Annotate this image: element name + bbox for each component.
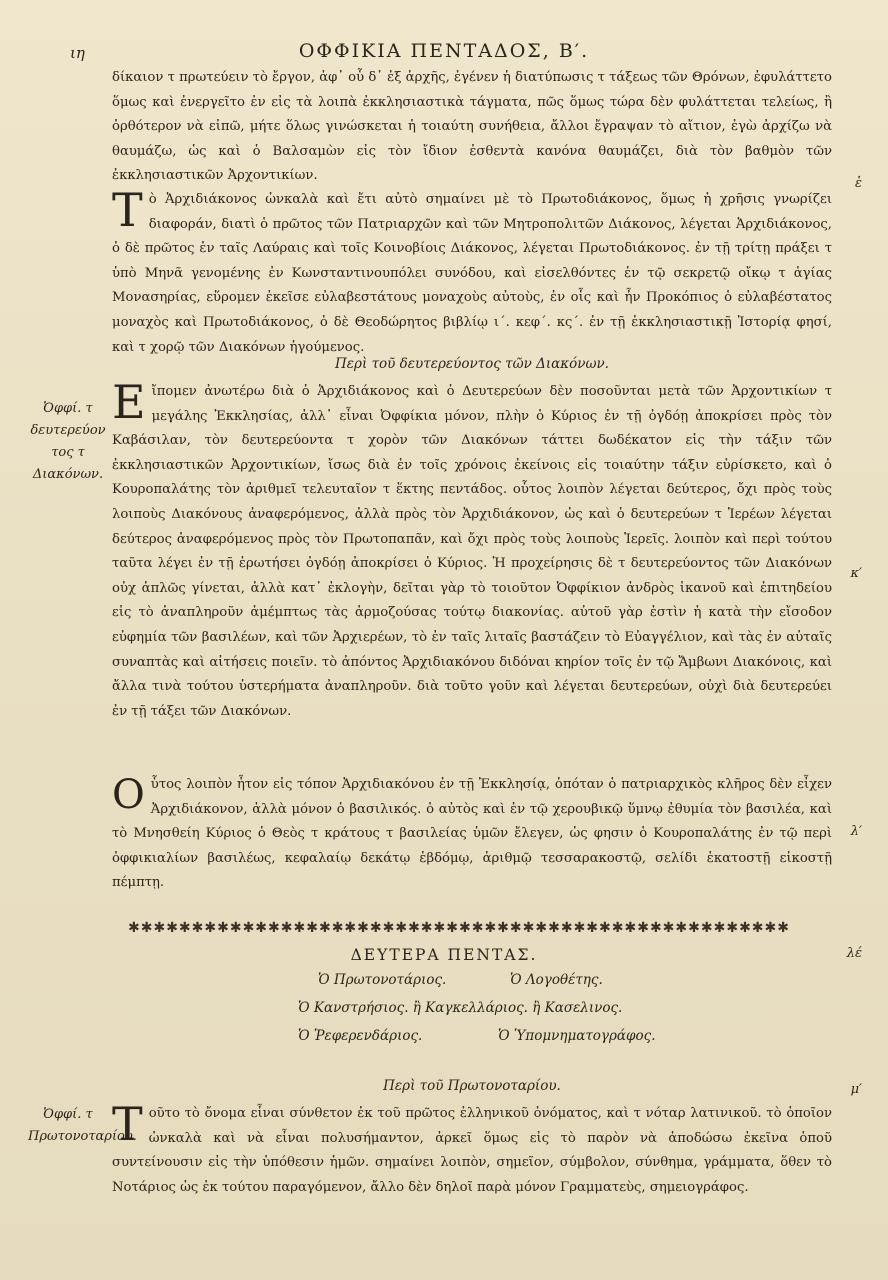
paragraph-protonotarios-text: οῦτο τὸ ὄνομα εἶναι σύνθετον ἐκ τοῦ πρῶτος ἑλληνικοῦ ὀνόματος, καὶ τ νόταρ λατινικοῦ. τὸ ὁποῖον ὠνκαλὰ καὶ νὰ εἶναι πολυσήμαντον, ἀρκεῖ ὅμως εἰς τὸ παρὸν νὰ ἀποδώσω ἐκεῖνα ὁποῦ συντείνουσιν εἰς τὴν ὑπόθεσιν ἡμῶν. σημαίνει λοιπὸν, σημεῖον, σύμβολον, σύνθημα, γράμματα, ὅθεν τὸ Νοτάριος ὡς ἐκ τούτου παραγόμενον, ἄλλο δὲν δηλοῖ παρὰ μόνον Γραμματεὺς, σημειογράφος. xyxy=(112,1106,832,1195)
paragraph-deuterevon-text: ἴπομεν ἀνωτέρω διὰ ὁ Ἀρχιδιάκονος καὶ ὁ Δευτερεύων δὲν ποσοῦνται μετὰ τῶν Ἀρχοντικίων τ μεγάλης Ἐκκλησίας, ἀλλ᾽ εἶναι Ὀφφίκια μόνον, πλὴν ὁ Κύριος ἐν τῇ ὀγδόῃ ἀποκρίσει πρὸς τὸν Καβάσιλαν, τὸν δευτερεύοντα τ χορὸν τῶν Διακόνων τάττει δωδέκατον εἰς τὴν τάξιν τῶν ἐκκλησιαστικῶν Ἀρχοντικίων, ἴσως διὰ ἐν τοῖς χρόνοις ἐκείνοις εἰς τοιαύτην τάξιν εὑρίσκετο, καὶ ὁ Κουροπαλάτης τὸν ἀριθμεῖ τελευταῖον τ ἕκτης πεντάδος. οὗτος λοιπὸν λέγεται δεύτερος, ὄχι πρὸς τοὺς λοιποὺς Διακόνους ἀναφερόμενος, ἀλλὰ πρὸς τὸν Ἀρχιδιάκονον, ὡς καὶ ὁ δευτερεύων τ Ἱερέων λέγεται δεύτερος ἀναφερόμενος πρὸς τὸν Πρωτοπαπᾶν, καὶ ὄχι πρὸς τοὺς λοιποὺς Ἱερεῖς. λοιπὸν καὶ περὶ τούτου ταῦτα λέγει ἐν τῇ ἐρωτήσει ὀγδόῃ ἀποκρίσει ὁ Κύριος. Ἡ προχείρησις δὲ τ δευτερεύοντος τῶν Διακόνων οὐχ ἁπλῶς γίνεται, ἀλλὰ κατ᾽ ἐκλογὴν, δεῖται γὰρ τὸ τοιοῦτον Ὀφφίκιον ἀνδρὸς ἱκανοῦ καὶ ἐπιτηδείου εἰς τὸ ἀναπληροῦν ἀμέμπτως τὰς ἁρμοζούσας τούτῳ διακονίας. αὐτοῦ γὰρ ἐστὶν ἡ κατὰ τὴν εἴσοδον εὐφημία τῶν βασιλέων, καὶ τῶν Ἀρχιερέων, τὸ ἐν ταῖς λιταῖς βαστάζειν τὸ Εὐαγγέλιον, καὶ τὰς ἐν αὐταῖς συναπτὰς καὶ αἰτήσεις ποιεῖν. τὸ ἀπόντος Ἀρχιδιακόνου διδόναι κηρίον τοῖς ἐν τῷ Ἄμβωνι Διακόνοις, καὶ ἄλλα τινὰ τούτου ὑστερήματα ἀναπληροῦν. διὰ τοῦτο γοῦν καὶ λέγεται δευτερεύων, οὐχὶ διὰ δευτερεύει ἐν τῇ τάξει τῶν Διακόνων. xyxy=(112,384,832,719)
office-referendarios: Ὁ Ῥεφερενδάριος. xyxy=(298,1028,423,1044)
office-logothetes: Ὁ Λογοθέτης. xyxy=(510,972,603,988)
margin-number: λ′ xyxy=(850,824,862,839)
paragraph-protonotarios xyxy=(112,1097,832,1200)
office-kanstresios: Ὁ Κανστρήσιος. ἢ Καγκελλάριος. ἢ Κασελινος. xyxy=(298,1000,623,1016)
paragraph-archdeacon-text: ὸ Ἀρχιδιάκονος ὠνκαλὰ καὶ ἔτι αὐτὸ σημαίνει μὲ τὸ Πρωτοδιάκονος, ὅμως ἡ χρῆσις γνωρίζει διαφοράν, διατὶ ὁ πρῶτος τῶν Πατριαρχῶν καὶ τῶν Μητροπολιτῶν Διάκονος, λέγεται Ἀρχιδιάκονος, ὁ δὲ πρῶτος ἐν ταῖς Λαύραις καὶ τοῖς Κοινοβίοις Διάκονος, λέγεται Πρωτοδιάκονος. ἐν τῇ τρίτῃ πράξει τ ὑπὸ Μηνᾶ γενομένης ἐν Κωνσταντινουπόλει συνόδου, καὶ εἰσελθόντες ἐν τῷ σεκρετῷ οἴκῳ τ ἁγίας Μονασηρίας, εὕρομεν ἐκεῖσε εὐλαβεστάτους μοναχοὺς αὐτοὺς, ἐν οἷς καὶ ἦν Προκόπιος ὁ εὐλαβέστατος μοναχὸς καὶ Πρωτοδιάκονος, ὁ δὲ Θεοδώρητος βιβλίῳ ι΄. κεφ΄. κς΄. ἐν τῇ ἐκκλησιαστικῇ Ἱστορίᾳ φησί, καὶ τ χορῷ τῶν Διακόνων ἡγούμενος. xyxy=(112,192,832,355)
paragraph-intro-text: δίκαιον τ πρωτεύειν τὸ ἔργον, ἀφ᾽ οὗ δ᾽ ἐξ ἀρχῆς, ἐγένεν ἡ διατύπωσις τ τάξεως τῶν Θρόνων, ἐφυλάττετο ὅμως καὶ ἐνεργεῖτο ἐν εἰς τὰ λοιπὰ ἐκκλησιαστικὰ τάγματα, πῶς ὅμως τώρα δὲν φυλάττεται τελείως, ἢ ὀρθότερον νὰ εἰπῶ, μήτε ὅλως γινώσκεται ἡ τοιαύτη συνήθεια, ἄλλοι ἔγραψαν τὸ αἴτιον, ἐγὼ ἀρχίζω νὰ θαυμάζω, ὡς καὶ ὁ Βαλσαμὼν εἰς τὸν ἴδιον ἐσθεντὰ κανόνα θαυμάζει, διὰ τὸν βαθμὸν τῶν ἐκκλησιαστικῶν Ἀρχοντικίων. xyxy=(112,70,832,184)
paragraph-deuterevon-cont xyxy=(112,773,832,896)
office-protonotarios: Ὁ Πρωτονοτάριος. xyxy=(318,972,447,988)
part-title: ΔΕΥΤΕΡΑ ΠΕΝΤΑΣ. xyxy=(350,946,538,964)
section-heading-protonotarios: Περὶ τοῦ Πρωτονοταρίου. xyxy=(383,1078,561,1094)
office-hypomnematographos: Ὁ Ὑπομνηματογράφος. xyxy=(498,1028,656,1044)
margin-note-protonotarios: Ὀφφί. τ Πρωτονοταρίου. xyxy=(28,1107,137,1144)
paragraph-deuterevon-cont-text: ὗτος λοιπὸν ἦτον εἰς τόπον Ἀρχιδιακόνου ἐν τῇ Ἐκκλησίᾳ, ὁπόταν ὁ πατριαρχικὸς κλῆρος δὲν εἶχεν Ἀρχιδιάκονον, ἀλλὰ μόνον ὁ βασιλικός. ὁ αὐτὸς καὶ ἐν τῷ χερουβικῷ ὕμνῳ ἐθυμία τὸν βασιλέα, καὶ τὸ Μνησθείη Κύριος ὁ Θεὸς τ κράτους τ βασιλείας ὑμῶν ἔλεγεν, ὡς φησιν ὁ Κουροπαλάτης ἐν τῷ περὶ ὀφφικιαλίων βασιλέως, κεφαλαίῳ δεκάτῳ ἑβδόμῳ, ἀριθμῷ τεσσαρακοστῷ, σελίδι ἑκατοστῇ εἰκοστῇ πέμπτῃ. xyxy=(112,777,832,891)
drop-cap: Ε xyxy=(112,375,146,429)
section-heading-deuterevon: Περὶ τοῦ δευτερεύοντος τῶν Διακόνων. xyxy=(335,356,609,372)
margin-number: ἑ xyxy=(855,176,862,191)
drop-cap: Τ xyxy=(112,1097,143,1151)
margin-number: λέ xyxy=(846,946,862,961)
ornament-divider: ✱✱✱✱✱✱✱✱✱✱✱✱✱✱✱✱✱✱✱✱✱✱✱✱✱✱✱✱✱✱✱✱✱✱✱✱✱✱✱✱✱✱✱✱✱✱✱✱✱✱✱✱ xyxy=(128,920,790,936)
running-head: ΟΦΦΙΚΙΑ ΠΕΝΤΑΔΟΣ, Β′. xyxy=(298,40,590,62)
folio-number: ιη xyxy=(70,44,85,62)
paragraph-deuterevon xyxy=(112,375,832,724)
drop-cap: Τ xyxy=(112,183,143,237)
margin-number: κ′ xyxy=(850,566,862,581)
drop-cap: Ο xyxy=(112,772,145,818)
paragraph-archdeacon xyxy=(112,183,832,360)
margin-number: μ′ xyxy=(850,1082,862,1097)
margin-note-deuterevon: Ὀφφί. τ δευτερεύον τος τ Διακόνων. xyxy=(30,401,106,482)
paragraph-intro xyxy=(112,66,832,189)
